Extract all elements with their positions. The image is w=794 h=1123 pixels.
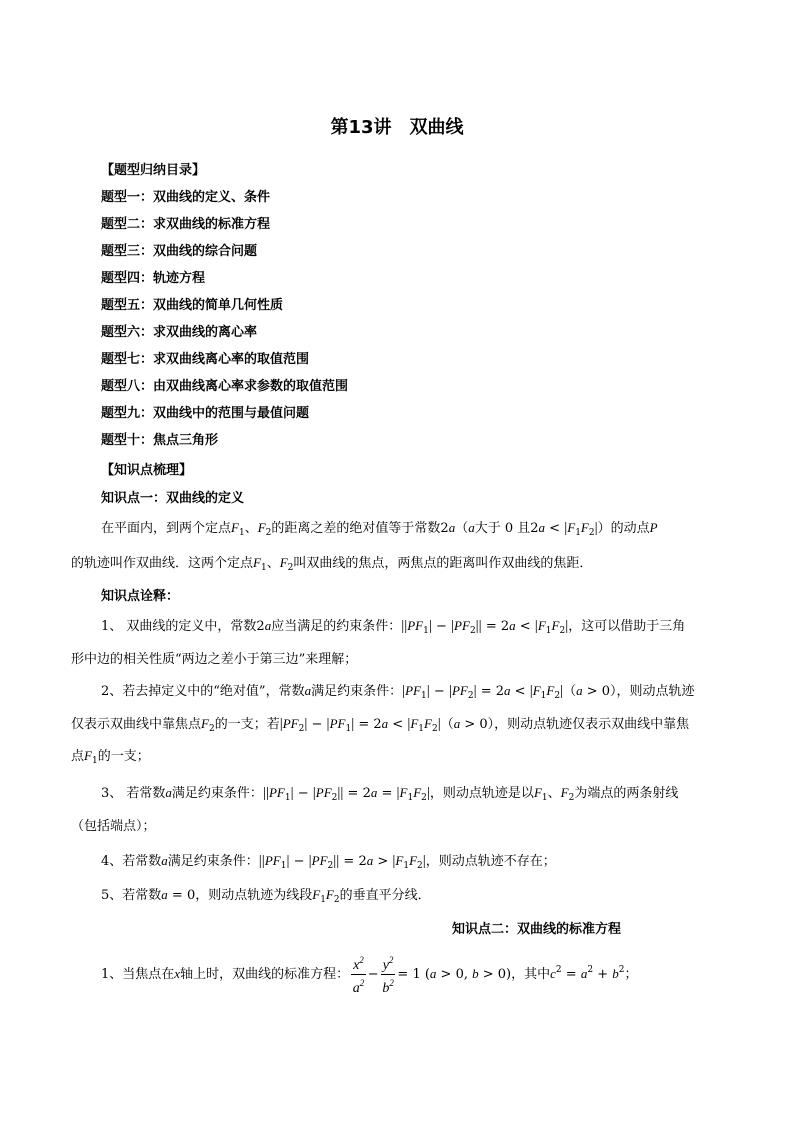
knowledge-header: 【知识点梳理】 [101, 463, 193, 478]
toc-item-10: 题型十：焦点三角形 [101, 433, 219, 448]
kp1-paragraph-line2: 的轨迹叫作双曲线．这两个定点$F_1$、$F_2$叫双曲线的焦点，两焦点的距离叫作双曲线的焦距． [71, 555, 593, 573]
toc-item-4: 题型四：轨迹方程 [101, 271, 206, 286]
toc-header: 【题型归纳目录】 [101, 163, 206, 178]
page-title [0, 113, 794, 139]
note-3-line2: （包括端点）； [71, 819, 156, 834]
title-topic: 双曲线 [409, 117, 464, 138]
toc-item-2: 题型二：求双曲线的标准方程 [101, 217, 271, 232]
kp1-paragraph-line1: 在平面内，到两个定点$F_1$、$F_2$的距离之差的绝对值等于常数2a（a大于 0 且$2a < |F_1F_2|$）的动点P [101, 520, 658, 538]
note-1-line1: 1、 双曲线的定义中，常数2a应当满足的约束条件：$||PF_1| - |PF_2|| = 2a < |F_1F_2|$，这可以借助于三角 [101, 618, 686, 636]
fraction-x2-a2: $\frac{x^2}{a^2}$ [351, 952, 366, 997]
toc-item-7: 题型七：求双曲线离心率的取值范围 [101, 352, 310, 367]
toc-item-1: 题型一：双曲线的定义、条件 [101, 190, 271, 205]
title-lecture: 第13讲 [330, 117, 392, 138]
fraction-y2-b2: $\frac{y^2}{b^2}$ [381, 952, 396, 997]
note-1-line2: 形中边的相关性质“两边之差小于第三边”来理解； [71, 652, 358, 667]
toc-item-3: 题型三：双曲线的综合问题 [101, 244, 258, 259]
note-2-line3: 点$F_1$的一支； [71, 748, 150, 766]
note-3-line1: 3、 若常数a满足约束条件：$||PF_1| - |PF_2|| = 2a = |F_1F_2|$，则动点轨迹是以$F_1$、$F_2$为端点的两条射线 [101, 785, 679, 803]
note-5: 5、若常数a = 0，则动点轨迹为线段$F_1F_2$的垂直平分线． [101, 887, 431, 905]
toc-item-6: 题型六：求双曲线的离心率 [101, 325, 258, 340]
note-2-line2: 仅表示双曲线中靠焦点$F_2$的一支；若$|PF_2| - |PF_1| = 2a < |F_1F_2|(a > 0)$，则动点轨迹仅表示双曲线中靠焦 [71, 716, 690, 734]
toc-item-8: 题型八：由双曲线离心率求参数的取值范围 [101, 379, 349, 394]
kp2-title: 知识点二：双曲线的标准方程 [452, 922, 622, 937]
equation-1: 1、当焦点在x轴上时，双曲线的标准方程： $\frac{x^2}{a^2}$ − $\frac{y^2}{b^2}$ = 1 (a > 0, b > 0)，其中$c^2 = a^2 + b^2$； [101, 952, 637, 997]
notes-title: 知识点诠释： [101, 589, 180, 604]
note-2-line1: 2、若去掉定义中的“绝对值”，常数a满足约束条件：$|PF_1| - |PF_2| = 2a < |F_1F_2|(a > 0)$，则动点轨迹 [101, 683, 695, 701]
toc-item-5: 题型五：双曲线的简单几何性质 [101, 298, 284, 313]
note-4: 4、若常数a满足约束条件：$||PF_1| - |PF_2|| = 2a > |F_1F_2|$，则动点轨迹不存在； [101, 853, 556, 871]
toc-item-9: 题型九：双曲线中的范围与最值问题 [101, 406, 310, 421]
kp1-title: 知识点一：双曲线的定义 [101, 491, 245, 506]
